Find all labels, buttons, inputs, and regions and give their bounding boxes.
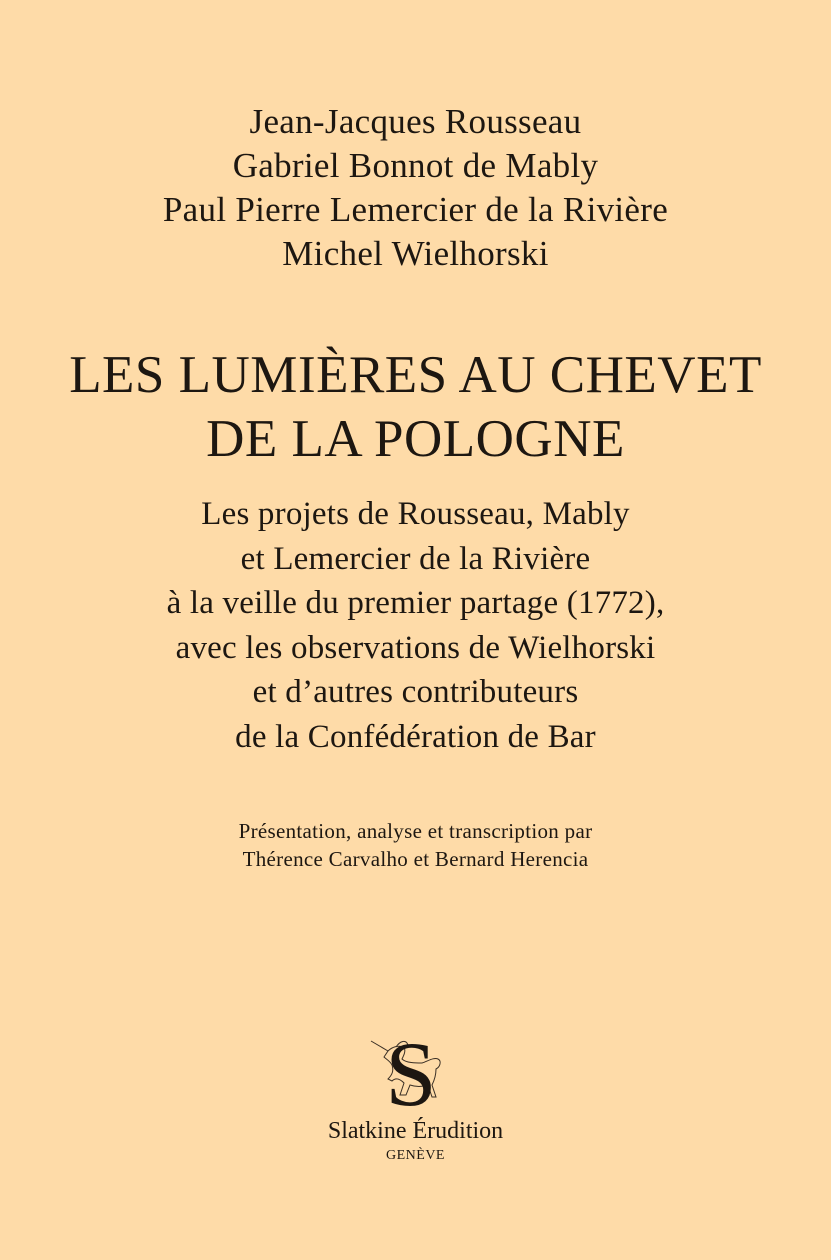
author-name: Gabriel Bonnot de Mably [232, 146, 599, 185]
publisher-city: GENÈVE [386, 1148, 445, 1163]
subtitle-line: et d’autres contributeurs [252, 674, 579, 710]
author-name: Paul Pierre Lemercier de la Rivière [162, 190, 669, 229]
author-name: Jean-Jacques Rousseau [249, 102, 582, 141]
unicorn-s-logo-icon [366, 1033, 456, 1113]
subtitle-line: à la veille du premier partage (1772), [166, 585, 665, 621]
subtitle-line: Les projets de Rousseau, Mably [201, 496, 630, 532]
credits-line: Thérence Carvalho et Bernard Herencia [242, 847, 589, 871]
subtitle-line: avec les observations de Wielhorski [175, 629, 656, 666]
authors [0, 100, 831, 276]
title-line: DE LA POLOGNE [206, 410, 625, 468]
publisher-name: Slatkine Érudition [327, 1118, 504, 1144]
editor-credits [0, 817, 831, 873]
title-line: LES LUMIÈRES AU CHEVET [69, 346, 762, 404]
author-name: Michel Wielhorski [282, 234, 549, 273]
credits-line: Présentation, analyse et transcription par [238, 819, 593, 843]
subtitle-line: de la Confédération de Bar [235, 718, 596, 755]
book-subtitle [0, 492, 831, 759]
subtitle-line: et Lemercier de la Rivière [240, 540, 591, 577]
book-title [0, 343, 831, 471]
svg-text:S: S [385, 1033, 437, 1113]
